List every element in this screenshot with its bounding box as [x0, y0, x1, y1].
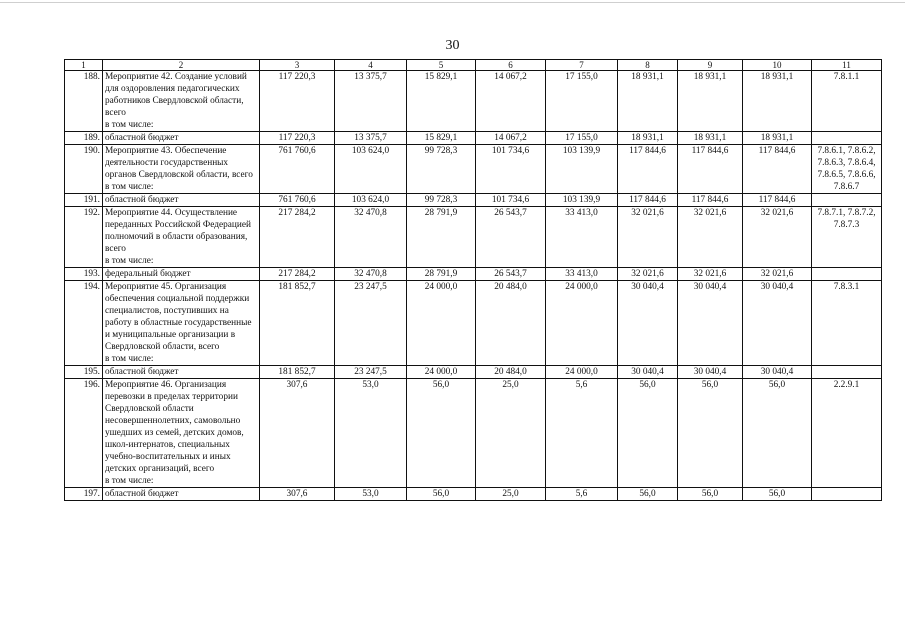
amount-cell: 56,0	[618, 488, 678, 501]
row-number: 191.	[65, 194, 103, 207]
row-number: 192.	[65, 207, 103, 268]
amount-cell: 33 413,0	[546, 207, 618, 268]
column-number: 2	[103, 60, 260, 71]
table-row	[65, 488, 882, 501]
column-number: 5	[407, 60, 476, 71]
table-row	[65, 379, 882, 488]
indicator-ref: 7.8.3.1	[812, 281, 882, 366]
table-row	[65, 366, 882, 379]
table-row	[65, 71, 882, 132]
amount-cell: 103 624,0	[335, 194, 407, 207]
column-number: 3	[260, 60, 335, 71]
amount-cell: 117 844,6	[618, 145, 678, 194]
amount-cell: 307,6	[260, 379, 335, 488]
column-number: 8	[618, 60, 678, 71]
amount-cell: 56,0	[407, 488, 476, 501]
amount-cell: 20 484,0	[476, 281, 546, 366]
amount-cell: 26 543,7	[476, 207, 546, 268]
amount-cell: 56,0	[743, 379, 812, 488]
item-name: областной бюджет	[103, 488, 260, 501]
table-row	[65, 194, 882, 207]
amount-cell: 25,0	[476, 488, 546, 501]
amount-cell: 56,0	[618, 379, 678, 488]
amount-cell: 103 624,0	[335, 145, 407, 194]
amount-cell: 101 734,6	[476, 194, 546, 207]
amount-cell: 181 852,7	[260, 281, 335, 366]
indicator-ref	[812, 366, 882, 379]
column-number: 11	[812, 60, 882, 71]
row-number: 194.	[65, 281, 103, 366]
amount-cell: 56,0	[743, 488, 812, 501]
amount-cell: 99 728,3	[407, 194, 476, 207]
indicator-ref: 7.8.7.1, 7.8.7.2, 7.8.7.3	[812, 207, 882, 268]
amount-cell: 101 734,6	[476, 145, 546, 194]
amount-cell: 32 021,6	[618, 268, 678, 281]
item-name: Мероприятие 45. Организация обеспечения социальной поддержки специалистов, поступивших на работу в областные государственные и муниципальные организации в Свердловской области, всего в том числе:	[103, 281, 260, 366]
indicator-ref	[812, 194, 882, 207]
amount-cell: 15 829,1	[407, 132, 476, 145]
table-row	[65, 268, 882, 281]
column-number: 9	[678, 60, 743, 71]
amount-cell: 30 040,4	[743, 366, 812, 379]
column-number-row	[65, 60, 882, 71]
indicator-ref	[812, 488, 882, 501]
item-name: Мероприятие 44. Осуществление переданных Российской Федерацией полномочий в области образования, всего в том числе:	[103, 207, 260, 268]
scan-edge-line	[0, 2, 905, 3]
amount-cell: 56,0	[678, 379, 743, 488]
amount-cell: 117 844,6	[743, 145, 812, 194]
indicator-ref	[812, 268, 882, 281]
amount-cell: 28 791,9	[407, 207, 476, 268]
indicator-ref: 7.8.6.1, 7.8.6.2, 7.8.6.3, 7.8.6.4, 7.8.6.5, 7.8.6.6, 7.8.6.7	[812, 145, 882, 194]
amount-cell: 30 040,4	[678, 366, 743, 379]
amount-cell: 15 829,1	[407, 71, 476, 132]
item-name: федеральный бюджет	[103, 268, 260, 281]
amount-cell: 30 040,4	[678, 281, 743, 366]
amount-cell: 20 484,0	[476, 366, 546, 379]
amount-cell: 5,6	[546, 488, 618, 501]
table-row	[65, 281, 882, 366]
amount-cell: 23 247,5	[335, 366, 407, 379]
amount-cell: 18 931,1	[678, 132, 743, 145]
amount-cell: 14 067,2	[476, 71, 546, 132]
amount-cell: 28 791,9	[407, 268, 476, 281]
amount-cell: 32 470,8	[335, 207, 407, 268]
item-name: Мероприятие 42. Создание условий для оздоровления педагогических работников Свердловской области, всего в том числе:	[103, 71, 260, 132]
amount-cell: 25,0	[476, 379, 546, 488]
column-number: 4	[335, 60, 407, 71]
amount-cell: 30 040,4	[618, 281, 678, 366]
amount-cell: 18 931,1	[743, 71, 812, 132]
table-row	[65, 207, 882, 268]
column-number: 1	[65, 60, 103, 71]
amount-cell: 18 931,1	[618, 132, 678, 145]
table-body	[65, 60, 882, 501]
item-name: областной бюджет	[103, 194, 260, 207]
item-name: Мероприятие 46. Организация перевозки в пределах территории Свердловской области несовершеннолетних, самовольно ушедших из семей, детских домов, школ-интернатов, специальных учебно-воспитательных и иных детских организаций, всего в том числе:	[103, 379, 260, 488]
amount-cell: 117 220,3	[260, 132, 335, 145]
amount-cell: 32 021,6	[678, 207, 743, 268]
table-row	[65, 145, 882, 194]
amount-cell: 32 021,6	[743, 207, 812, 268]
amount-cell: 32 021,6	[743, 268, 812, 281]
page-number: 30	[445, 38, 460, 53]
amount-cell: 761 760,6	[260, 194, 335, 207]
row-number: 196.	[65, 379, 103, 488]
item-name: Мероприятие 43. Обеспечение деятельности государственных органов Свердловской области, всего в том числе:	[103, 145, 260, 194]
amount-cell: 181 852,7	[260, 366, 335, 379]
indicator-ref: 2.2.9.1	[812, 379, 882, 488]
amount-cell: 13 375,7	[335, 71, 407, 132]
row-number: 188.	[65, 71, 103, 132]
amount-cell: 307,6	[260, 488, 335, 501]
amount-cell: 217 284,2	[260, 207, 335, 268]
amount-cell: 14 067,2	[476, 132, 546, 145]
amount-cell: 18 931,1	[743, 132, 812, 145]
amount-cell: 23 247,5	[335, 281, 407, 366]
amount-cell: 24 000,0	[407, 281, 476, 366]
amount-cell: 18 931,1	[618, 71, 678, 132]
amount-cell: 117 844,6	[743, 194, 812, 207]
amount-cell: 56,0	[678, 488, 743, 501]
amount-cell: 761 760,6	[260, 145, 335, 194]
amount-cell: 17 155,0	[546, 71, 618, 132]
indicator-ref: 7.8.1.1	[812, 71, 882, 132]
amount-cell: 17 155,0	[546, 132, 618, 145]
amount-cell: 18 931,1	[678, 71, 743, 132]
amount-cell: 53,0	[335, 488, 407, 501]
amount-cell: 32 021,6	[678, 268, 743, 281]
budget-table	[64, 59, 882, 501]
column-number: 10	[743, 60, 812, 71]
row-number: 197.	[65, 488, 103, 501]
amount-cell: 5,6	[546, 379, 618, 488]
indicator-ref	[812, 132, 882, 145]
amount-cell: 30 040,4	[618, 366, 678, 379]
amount-cell: 30 040,4	[743, 281, 812, 366]
table-row	[65, 132, 882, 145]
amount-cell: 13 375,7	[335, 132, 407, 145]
amount-cell: 56,0	[407, 379, 476, 488]
row-number: 195.	[65, 366, 103, 379]
amount-cell: 24 000,0	[407, 366, 476, 379]
amount-cell: 26 543,7	[476, 268, 546, 281]
amount-cell: 103 139,9	[546, 194, 618, 207]
item-name: областной бюджет	[103, 132, 260, 145]
amount-cell: 117 844,6	[678, 145, 743, 194]
item-name: областной бюджет	[103, 366, 260, 379]
amount-cell: 99 728,3	[407, 145, 476, 194]
amount-cell: 117 844,6	[618, 194, 678, 207]
amount-cell: 103 139,9	[546, 145, 618, 194]
amount-cell: 217 284,2	[260, 268, 335, 281]
amount-cell: 32 021,6	[618, 207, 678, 268]
row-number: 189.	[65, 132, 103, 145]
row-number: 193.	[65, 268, 103, 281]
column-number: 6	[476, 60, 546, 71]
row-number: 190.	[65, 145, 103, 194]
column-number: 7	[546, 60, 618, 71]
amount-cell: 24 000,0	[546, 366, 618, 379]
amount-cell: 32 470,8	[335, 268, 407, 281]
amount-cell: 117 844,6	[678, 194, 743, 207]
amount-cell: 33 413,0	[546, 268, 618, 281]
amount-cell: 53,0	[335, 379, 407, 488]
amount-cell: 117 220,3	[260, 71, 335, 132]
amount-cell: 24 000,0	[546, 281, 618, 366]
